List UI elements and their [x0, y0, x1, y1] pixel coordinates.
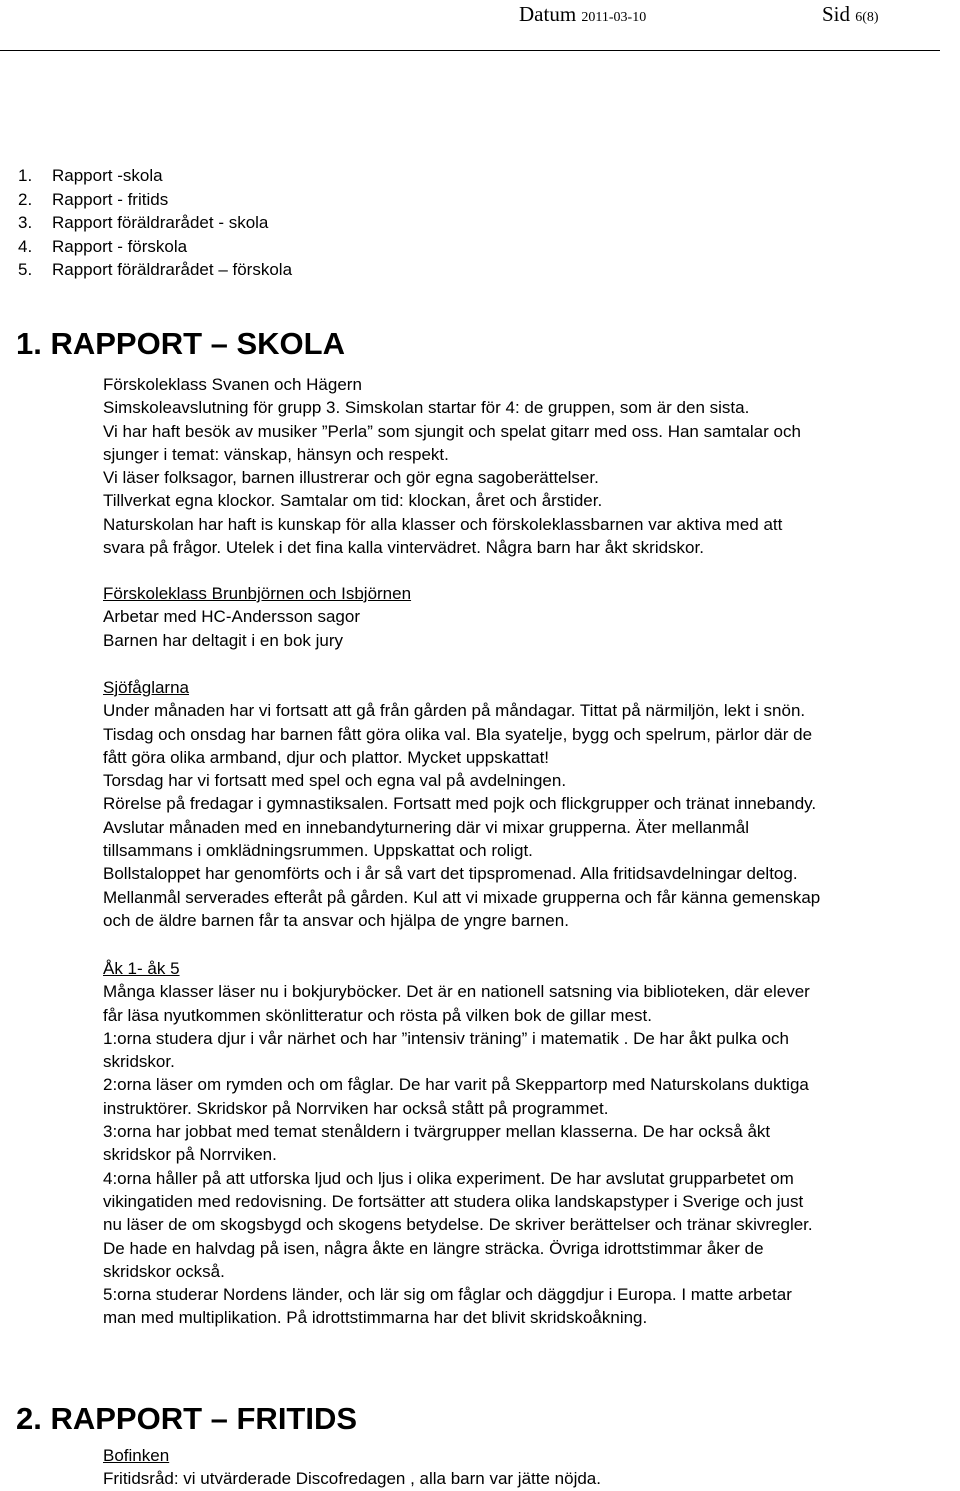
paragraph-line: 4:orna håller på att utforska ljud och ljus i olika experiment. De har avslutat grupparbetet om — [103, 1168, 794, 1188]
section-brunbjornen — [103, 582, 960, 652]
section-title: Sjöfåglarna — [103, 678, 190, 697]
toc-item: 5. Rapport föräldrarådet – förskola — [18, 260, 293, 279]
paragraph-line: Rörelse på fredagar i gymnastiksalen. Fortsatt med pojk och flickgrupper och tränat innebandy. — [103, 794, 817, 814]
paragraph-line: Avslutar månaden med en innebandyturnering där vi mixar grupperna. Äter mellanmål — [103, 817, 750, 837]
paragraph-line: skridskor också. — [103, 1261, 225, 1281]
paragraph-line: Under månaden har vi fortsatt att gå från gården på måndagar. Tittat på närmiljön, lekt i snön. — [103, 701, 806, 721]
paragraph-line: sjunger i temat: vänskap, hänsyn och respekt. — [103, 444, 449, 464]
paragraph-line: svara på frågor. Utelek i det fina kalla vintervädret. Några barn har åkt skridskor. — [103, 538, 704, 558]
paragraph-line: Arbetar med HC-Andersson sagor — [103, 607, 361, 627]
section-bofinken — [103, 1444, 960, 1491]
section-title: Åk 1- åk 5 — [103, 959, 180, 978]
paragraph-line: Mellanmål serverades efteråt på gården. Kul att vi mixade grupperna och får känna gemenskap — [103, 887, 821, 907]
paragraph-line: vikingatiden med redovisning. De fortsätter att studera olika landskapstyper i Sverige och just — [103, 1191, 804, 1211]
section-title: Förskoleklass Brunbjörnen och Isbjörnen — [103, 584, 412, 603]
toc-item: 4. Rapport - förskola — [18, 236, 188, 256]
paragraph-line: 1:orna studera djur i vår närhet och har ”intensiv träning” i matematik . De har åkt pulka och — [103, 1028, 790, 1048]
header-divider — [0, 50, 940, 51]
paragraph-line: Vi läser folksagor, barnen illustrerar och gör egna sagoberättelser. — [103, 468, 599, 488]
paragraph-line: skridskor. — [103, 1052, 175, 1072]
header-date-value: 2011-03-10 — [581, 10, 647, 25]
section-title: Bofinken — [103, 1446, 170, 1465]
paragraph-line: 2:orna läser om rymden och om fåglar. De har varit på Skeppartorp med Naturskolans duktiga — [103, 1075, 809, 1095]
paragraph-line: Många klasser läser nu i bokjuryböcker. Det är en nationell satsning via biblioteken, där elever — [103, 982, 810, 1002]
paragraph-line: tillsammans i omklädningsrummen. Uppskattat och roligt. — [103, 841, 533, 861]
paragraph-line: Naturskolan har haft is kunskap för alla klasser och förskoleklassbarnen var aktiva med att — [103, 514, 783, 534]
paragraph-line: Tillverkat egna klockor. Samtalar om tid: klockan, året och årstider. — [103, 491, 603, 511]
paragraph-line: får läsa nyutkommen skönlitteratur och rösta på vilken bok de gillar mest. — [103, 1005, 652, 1025]
toc-item: 3. Rapport föräldrarådet - skola — [18, 213, 269, 232]
paragraph-line: Tisdag och onsdag har barnen fått göra olika val. Bla syatelje, bygg och spelrum, pärlor där de — [103, 724, 813, 744]
table-of-contents — [18, 164, 292, 282]
paragraph-line: Simskoleavslutning för grupp 3. Simskolan startar för 4: de gruppen, som är den sista. — [103, 398, 750, 418]
paragraph-line: instruktörer. Skridskor på Norrviken har också stått på programmet. — [103, 1098, 609, 1118]
section-heading-skola: 1. RAPPORT – SKOLA — [16, 326, 345, 361]
paragraph-line: skridskor på Norrviken. — [103, 1145, 277, 1165]
header-page-value: 6(8) — [855, 10, 879, 25]
paragraph-line: Fritidsråd: vi utvärderade Discofredagen , alla barn var jätte nöjda. — [103, 1469, 601, 1489]
paragraph-line: De hade en halvdag på isen, några åkte en längre sträcka. Övriga idrottstimmar åker de — [103, 1238, 764, 1258]
paragraph-line: Barnen har deltagit i en bok jury — [103, 630, 344, 650]
section-ak-1-5 — [103, 957, 960, 1330]
paragraph-line: man med multiplikation. På idrottstimmarna har det blivit skridskoåkning. — [103, 1308, 648, 1328]
section-title: Förskoleklass Svanen och Hägern — [103, 375, 362, 394]
paragraph-line: 5:orna studerar Nordens länder, och lär sig om fåglar och däggdjur i Europa. I matte arbetar — [103, 1285, 792, 1305]
paragraph-line: fått göra olika armband, djur och plattor. Mycket uppskattat! — [103, 747, 550, 767]
paragraph-line: Torsdag har vi fortsatt med spel och egna val på avdelningen. — [103, 771, 567, 791]
paragraph-line: och de äldre barnen får ta ansvar och hjälpa de yngre barnen. — [103, 910, 569, 930]
toc-item: 1. Rapport -skola — [18, 166, 163, 185]
paragraph-line: Bollstaloppet har genomförts och i år så vart det tipspromenad. Alla fritidsavdelningar deltog. — [103, 864, 798, 884]
section-sjofaglarna — [103, 676, 960, 932]
page-header — [0, 0, 960, 60]
paragraph-line: Vi har haft besök av musiker ”Perla” som sjungit och spelat gitarr med oss. Han samtalar och — [103, 421, 801, 441]
paragraph-line: nu läser de om skogsbygd och skogens betydelse. De skriver berättelser och tränar skivregler. — [103, 1215, 813, 1235]
section-heading-fritids: 2. RAPPORT – FRITIDS — [16, 1401, 358, 1436]
header-date: Datum 2011-03-10 — [519, 2, 647, 26]
header-page: Sid 6(8) — [822, 2, 879, 26]
paragraph-line: 3:orna har jobbat med temat stenåldern i tvärgrupper mellan klasserna. De har också åkt — [103, 1122, 771, 1142]
section-svanen — [103, 373, 960, 559]
toc-item: 2. Rapport - fritids — [18, 189, 169, 209]
